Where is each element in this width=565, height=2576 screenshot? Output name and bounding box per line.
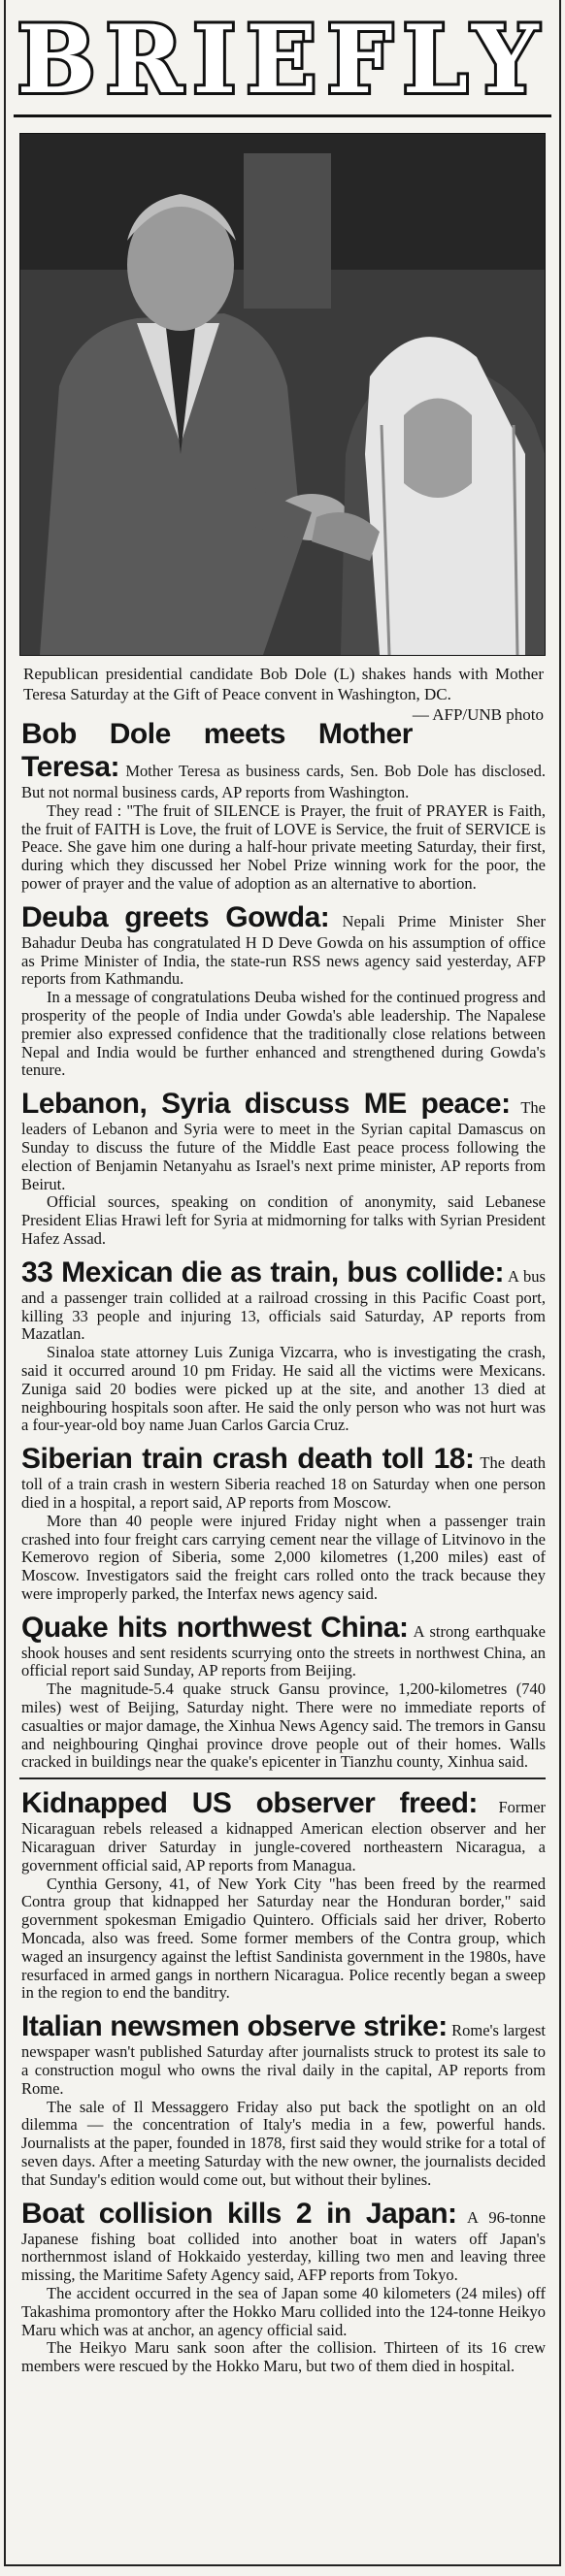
story-paragraph: Cynthia Gersony, 41, of New York City "has been freed by the rearmed Contra group that kidnapped her Saturday near the Honduran border," said government spokesman Emigadio Quintero. Officials said her driver, Roberto Moncada, also was freed. Some former members of the Contra group, which waged an insurgency against the leftist Sandinista government in the 1980s, have resurfaced in armed gangs in northern Nicaragua. Police recently began a sweep in the region to end the banditry. xyxy=(21,1874,546,2003)
story-paragraph: The Heikyo Maru sank soon after the collision. Thirteen of its 16 crew members were rescued by the Hokko Maru, but two of them died in hospital. xyxy=(21,2338,546,2376)
story-headline: Lebanon, Syria discuss ME peace: xyxy=(21,1088,511,1121)
story-lead: A strong earthquake shook houses and sent residents scurrying onto the streets in northwest China, an official report said Sunday, AP reports from Beijing. xyxy=(21,1621,546,1680)
story-lead: The leaders of Lebanon and Syria were to meet in the Syrian capital Damascus on Sunday to discuss the future of the Middle East peace process following the election of Benjamin Netanyahu as Israel's next prime minister, AP reports from Beirut. xyxy=(21,1098,546,1193)
story-paragraph: Official sources, speaking on condition of anonymity, said Lebanese President Elias Hrawi left for Syria at midmorning for talks with Syrian President Hafez Assad. xyxy=(21,1192,546,1248)
story-headline: Deuba greets Gowda: xyxy=(21,900,330,933)
story-lead: A bus and a passenger train collided at a railroad crossing in this Pacific Coast port, killing 33 people and injuring 13, officials said Saturday, AP reports from Mazatlan. xyxy=(21,1266,546,1344)
story-headline: 33 Mexican die as train, bus collide: xyxy=(21,1255,504,1288)
story-lead: The death toll of a train crash in western Siberia reached 18 on Saturday when one person died in a hospital, a report said, AP reports from Moscow. xyxy=(21,1453,547,1512)
story-lead: Former Nicaraguan rebels released a kidnapped American election observer and her Nicaraguan driver Saturday in jungle-covered northeastern Nicaragua, a government official said, AP reports from Managua. xyxy=(21,1798,547,1875)
story-headline: Kidnapped US observer freed: xyxy=(21,1787,478,1820)
story-paragraph: They read : "The fruit of SILENCE is Prayer, the fruit of PRAYER is Faith, the fruit of FAITH is Love, the fruit of LOVE is Service, the fruit of SERVICE is Peace. She gave him one during a half-hour private meeting Saturday, their first, during which they discussed her Nobel Prize winning work for the poor, the power of prayer and the value of adoption as an alternative to abortion. xyxy=(21,800,546,893)
story-lead: Rome's largest newspaper wasn't published Saturday after journalists struck to protest its sale to a construction mogul who owns the rival daily in the capital, AP reports from Rome. xyxy=(21,2021,547,2098)
masthead-title: BRIEFLY xyxy=(17,5,548,114)
story-headline: Siberian train crash death toll 18: xyxy=(21,1443,475,1476)
story-headline: Boat collision kills 2 in Japan: xyxy=(21,2197,457,2230)
story-paragraph: In a message of congratulations Deuba wished for the continued progress and prosperity of the people of India under Gowda's able leadership. The Napalese premier also expressed confidence that the traditionally close relations between Nepal and India would be further enhanced and strengthened during Gowda's tenure. xyxy=(21,988,546,1080)
story-paragraph: The magnitude-5.4 quake struck Gansu province, 1,200-kilometres (740 miles) west of Beijing, Saturday night. There were no immediate reports of casualties or major damage, the Xinhua News Agency said. The tremors in Gansu and neighbouring Qinghai province drove people out of their homes. Walls cracked in buildings near the quake's epicenter in Tianzhu county, Xinhua said. xyxy=(21,1679,546,1772)
story-paragraph: Sinaloa state attorney Luis Zuniga Vizcarra, who is investigating the crash, said it occurred around 10 pm Friday. He said all the victims were Mexicans. Zuniga said 20 bodies were picked up at the site, and another 13 died at neighbouring hospitals soon after. He said the only person who was not hurt was a four-year-old boy name Juan Carlos Garcia Cruz. xyxy=(21,1343,546,1435)
story-paragraph: The accident occurred in the sea of Japan some 40 kilometers (24 miles) off Takashima promontory after the Hokko Maru collided into the 124-tonne Heikyo Maru which was at anchor, an agency official said. xyxy=(21,2284,546,2339)
story-headline: Italian newsmen observe strike: xyxy=(21,2010,448,2043)
photo-illustration xyxy=(20,134,546,655)
story-paragraph: More than 40 people were injured Friday night when a passenger train crashed into four freight cars carrying cement near the village of Litvinovo in the Kemerovo region of Siberia, some 2,000 kilometres (1,200 miles) east of Moscow. Investigators said the freight cars rolled onto the track because they were improperly parked, the Interfax news agency said. xyxy=(21,1511,546,1603)
story-paragraph: The sale of Il Messaggero Friday also put back the spotlight on an old dilemma — the concentration of Italy's media in a few, powerful hands. Journalists at the paper, founded in 1878, first said they would strike for a total of seven days. After a meeting Saturday with the new owner, the journalists decided that Sunday's edition would come out, but without their bylines. xyxy=(21,2097,546,2189)
photo-credit: — AFP/UNB photo xyxy=(412,705,544,724)
caption-text: Republican presidential candidate Bob Dole (L) shakes hands with Mother Teresa Saturday at the Gift of Peace convent in Washington, DC. xyxy=(23,665,544,703)
masthead xyxy=(14,0,551,117)
story-lead: A 96-tonne Japanese fishing boat collided into another boat in waters off Japan's northernmost island of Hokkaido yesterday, killing two men and leaving three missing, the Maritime Safety Agency said, AFP reports from Tokyo. xyxy=(21,2207,546,2285)
news-photo xyxy=(19,133,546,656)
story-lead: Nepali Prime Minister Sher Bahadur Deuba has congratulated H D Deve Gowda on his assumption of office as Prime Minister of India, the state-run RSS news agency said yesterday, AFP reports from Kathmandu. xyxy=(21,911,546,989)
story-headline: Quake hits northwest China: xyxy=(21,1611,409,1644)
story-lead: Mother Teresa as business cards, Sen. Bob Dole has disclosed. But not normal business cards, AP reports from Washington. xyxy=(21,762,546,801)
story-headline: Bob Dole meets Mother Teresa: xyxy=(21,718,413,783)
